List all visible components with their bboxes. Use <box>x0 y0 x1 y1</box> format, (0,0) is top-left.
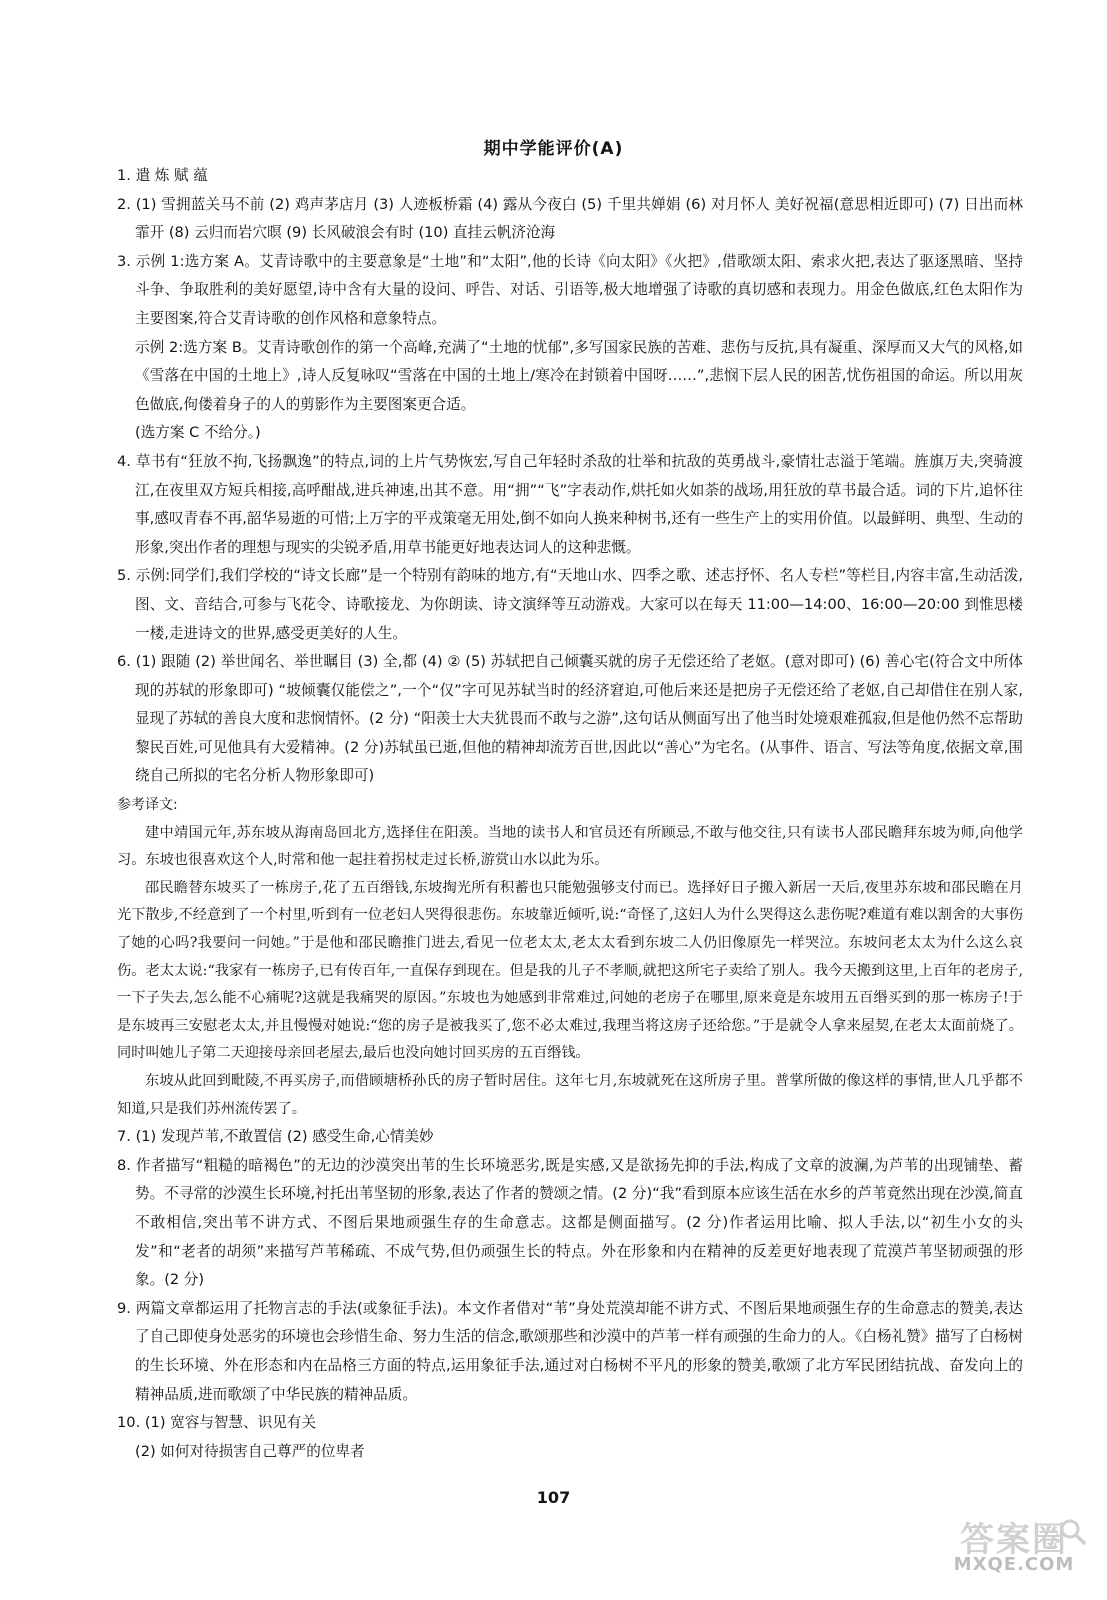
translation-paragraph-2: 邵民瞻替东坡买了一栋房子,花了五百缗钱,东坡掏光所有积蓄也只能勉强够支付而已。选择好日子搬入新居一天后,夜里苏东坡和邵民瞻在月光下散步,不经意到了一个村里,听到有一位老妇人哭得很悲伤。东坡靠近倾听,说:“奇怪了,这妇人为什么哭得这么悲伤呢?难道有难以割舍的大事伤了她的心吗?我要问一问她。”于是他和邵民瞻推门进去,看见一位老太太,老太太看到东坡二人仍旧像原先一样哭泣。东坡问老太太为什么这么哀伤。老太太说:“我家有一栋房子,已有传百年,一直保存到现在。但是我的儿子不孝顺,就把这所宅子卖给了别人。我今天搬到这里,上百年的老房子,一下子失去,怎么能不心痛呢?这就是我痛哭的原因。”东坡也为她感到非常难过,问她的老房子在哪里,原来竟是东坡用五百缗买到的那一栋房子!于是东坡再三安慰老太太,并且慢慢对她说:“您的房子是被我买了,您不必太难过,我理当将这房子还给您。”于是就令人拿来屋契,在老太太面前烧了。同时叫她儿子第二天迎接母亲回老屋去,最后也没向她讨回买房的五百缗钱。 <box>117 879 1023 1062</box>
answer-content <box>117 162 1023 1466</box>
page-number: 107 <box>536 1488 571 1507</box>
answer-4: 4. 草书有“狂放不拘,飞扬飘逸”的特点,词的上片气势恢宏,写自己年轻时杀敌的壮举和抗敌的英勇战斗,豪情壮志溢于笔端。旌旗万夫,突骑渡江,在夜里双方短兵相接,高呼酣战,进兵神速,出其不意。用“拥”“飞”字表动作,烘托如火如荼的战场,用狂放的草书最合适。词的下片,追怀往事,感叹青春不再,韶华易逝的可惜;上万字的平戎策毫无用处,倒不如向人换来种树书,还有一些生产上的实用价值。以最鲜明、典型、生动的形象,突出作者的理想与现实的尖锐矛盾,用草书能更好地表达词人的这种悲慨。 <box>117 452 1023 556</box>
answer-6: 6. (1) 跟随 (2) 举世闻名、举世瞩目 (3) 全,都 (4) ② (5) 苏轼把自己倾囊买就的房子无偿还给了老妪。(意对即可) (6) 善心宅(符合文中所体现的苏轼的形象即可) “坡倾囊仅能偿之”,一个“仅”字可见苏轼当时的经济窘迫,可他后来还是把房子无偿还给了老妪,自己却借住在别人家,显现了苏轼的善良大度和悲悯情怀。(2 分) “阳羡士大夫犹畏而不敢与之游”,这句话从侧面写出了他当时处境艰难孤寂,但是他仍然不忘帮助黎民百姓,可见他具有大爱精神。(2 分)苏轼虽已逝,但他的精神却流芳百世,因此以“善心”为宅名。(从事件、语言、写法等角度,依据文章,围绕自己所拟的宅名分析人物形象即可) <box>117 653 1023 785</box>
answer-3-example-1: 3. 示例 1:选方案 A。艾青诗歌中的主要意象是“土地”和“太阳”,他的长诗《向太阳》《火把》,借歌颂太阳、索求火把,表达了驱逐黑暗、坚持斗争、争取胜利的美好愿望,诗中含有大量的设问、呼告、对话、引语等,极大地增强了诗歌的真切感和表现力。用金色做底,红色太阳作为主要图案,符合艾青诗歌的创作风格和意象特点。 <box>117 252 1023 327</box>
answer-9: 9. 两篇文章都运用了托物言志的手法(或象征手法)。本文作者借对“苇”身处荒漠却能不讲方式、不图后果地顽强生存的生命意志的赞美,表达了自己即使身处恶劣的环境也会珍惜生命、努力生活的信念,歌颂那些和沙漠中的芦苇一样有顽强的生命力的人。《白杨礼赞》描写了白杨树的生长环境、外在形态和内在品格三方面的特点,运用象征手法,通过对白杨树不平凡的形象的赞美,歌颂了北方军民团结抗战、奋发向上的精神品质,进而歌颂了中华民族的精神品质。 <box>117 1299 1023 1403</box>
watermark-domain: MXQE.COM <box>953 1554 1075 1575</box>
answer-8: 8. 作者描写“粗糙的暗褐色”的无边的沙漠突出苇的生长环境恶劣,既是实感,又是欲扬先抑的手法,构成了文章的波澜,为芦苇的出现铺垫、蓄势。不寻常的沙漠生长环境,衬托出苇坚韧的形象,表达了作者的赞颂之情。(2 分)“我”看到原本应该生活在水乡的芦苇竟然出现在沙漠,简直不敢相信,突出苇不讲方式、不图后果地顽强生存的生命意志。这都是侧面描写。(2 分)作者运用比喻、拟人手法,以“初生小女的头发”和“老者的胡须”来描写芦苇稀疏、不成气势,但仍顽强生长的特点。外在形象和内在精神的反差更好地表现了荒漠芦苇坚韧顽强的形象。(2 分) <box>117 1156 1023 1289</box>
watermark-logo-text: 答案圈 <box>960 1520 1068 1560</box>
answer-3-example-2: 示例 2:选方案 B。艾青诗歌创作的第一个高峰,充满了“土地的忧郁”,多写国家民族的苦难、悲伤与反抗,具有凝重、深厚而又大气的风格,如《雪落在中国的土地上》,诗人反复咏叹“雪落在中国的土地上/寒冷在封锁着中国呀……”,悲悯下层人民的困苦,忧伤祖国的命运。所以用灰色做底,佝偻着身子的人的剪影作为主要图案更合适。 <box>135 338 1023 413</box>
answer-7: 7. (1) 发现芦苇,不敢置信 (2) 感受生命,心情美妙 <box>117 1128 434 1146</box>
answer-2: 2. (1) 雪拥蓝关马不前 (2) 鸡声茅店月 (3) 人迹板桥霜 (4) 露从今夜白 (5) 千里共婵娟 (6) 对月怀人 美好祝福(意思相近即可) (7) 日出而林霏开 (8) 云归而岩穴暝 (9) 长风破浪会有时 (10) 直挂云帆济沧海 <box>117 195 1023 242</box>
watermark <box>939 1512 1089 1580</box>
magnifier-icon <box>1057 1516 1087 1546</box>
answer-10-part-1: 10. (1) 宽容与智慧、识见有关 <box>117 1414 317 1432</box>
answer-3-note: (选方案 C 不给分。) <box>135 424 261 442</box>
answer-5: 5. 示例:同学们,我们学校的“诗文长廊”是一个特别有韵味的地方,有“天地山水、四季之歌、述志抒怀、名人专栏”等栏目,内容丰富,生动活泼,图、文、音结合,可参与飞花令、诗歌接龙、为你朗读、诗文演绎等互动游戏。大家可以在每天 11:00—14:00、16:00—20:00 到惟思楼一楼,走进诗文的世界,感受更美好的人生。 <box>117 567 1023 642</box>
reference-translation-label: 参考译文: <box>117 797 178 814</box>
page-title: 期中学能评价(A) <box>483 139 624 159</box>
translation-paragraph-3: 东坡从此回到毗陵,不再买房子,而借顾塘桥孙氏的房子暂时居住。这年七月,东坡就死在这所房子里。普掌所做的像这样的事情,世人几乎都不知道,只是我们苏州流传罢了。 <box>117 1073 1023 1117</box>
answer-1: 1. 遣 炼 赋 蕴 <box>117 167 208 184</box>
answer-10-part-2: (2) 如何对待损害自己尊严的位卑者 <box>135 1442 365 1460</box>
translation-paragraph-1: 建中靖国元年,苏东坡从海南岛回北方,选择住在阳羡。当地的读书人和官员还有所顾忌,不敢与他交往,只有读书人邵民瞻拜东坡为师,向他学习。东坡也很喜欢这个人,时常和他一起拄着拐杖走过长桥,游赏山水以此为乐。 <box>117 824 1023 869</box>
